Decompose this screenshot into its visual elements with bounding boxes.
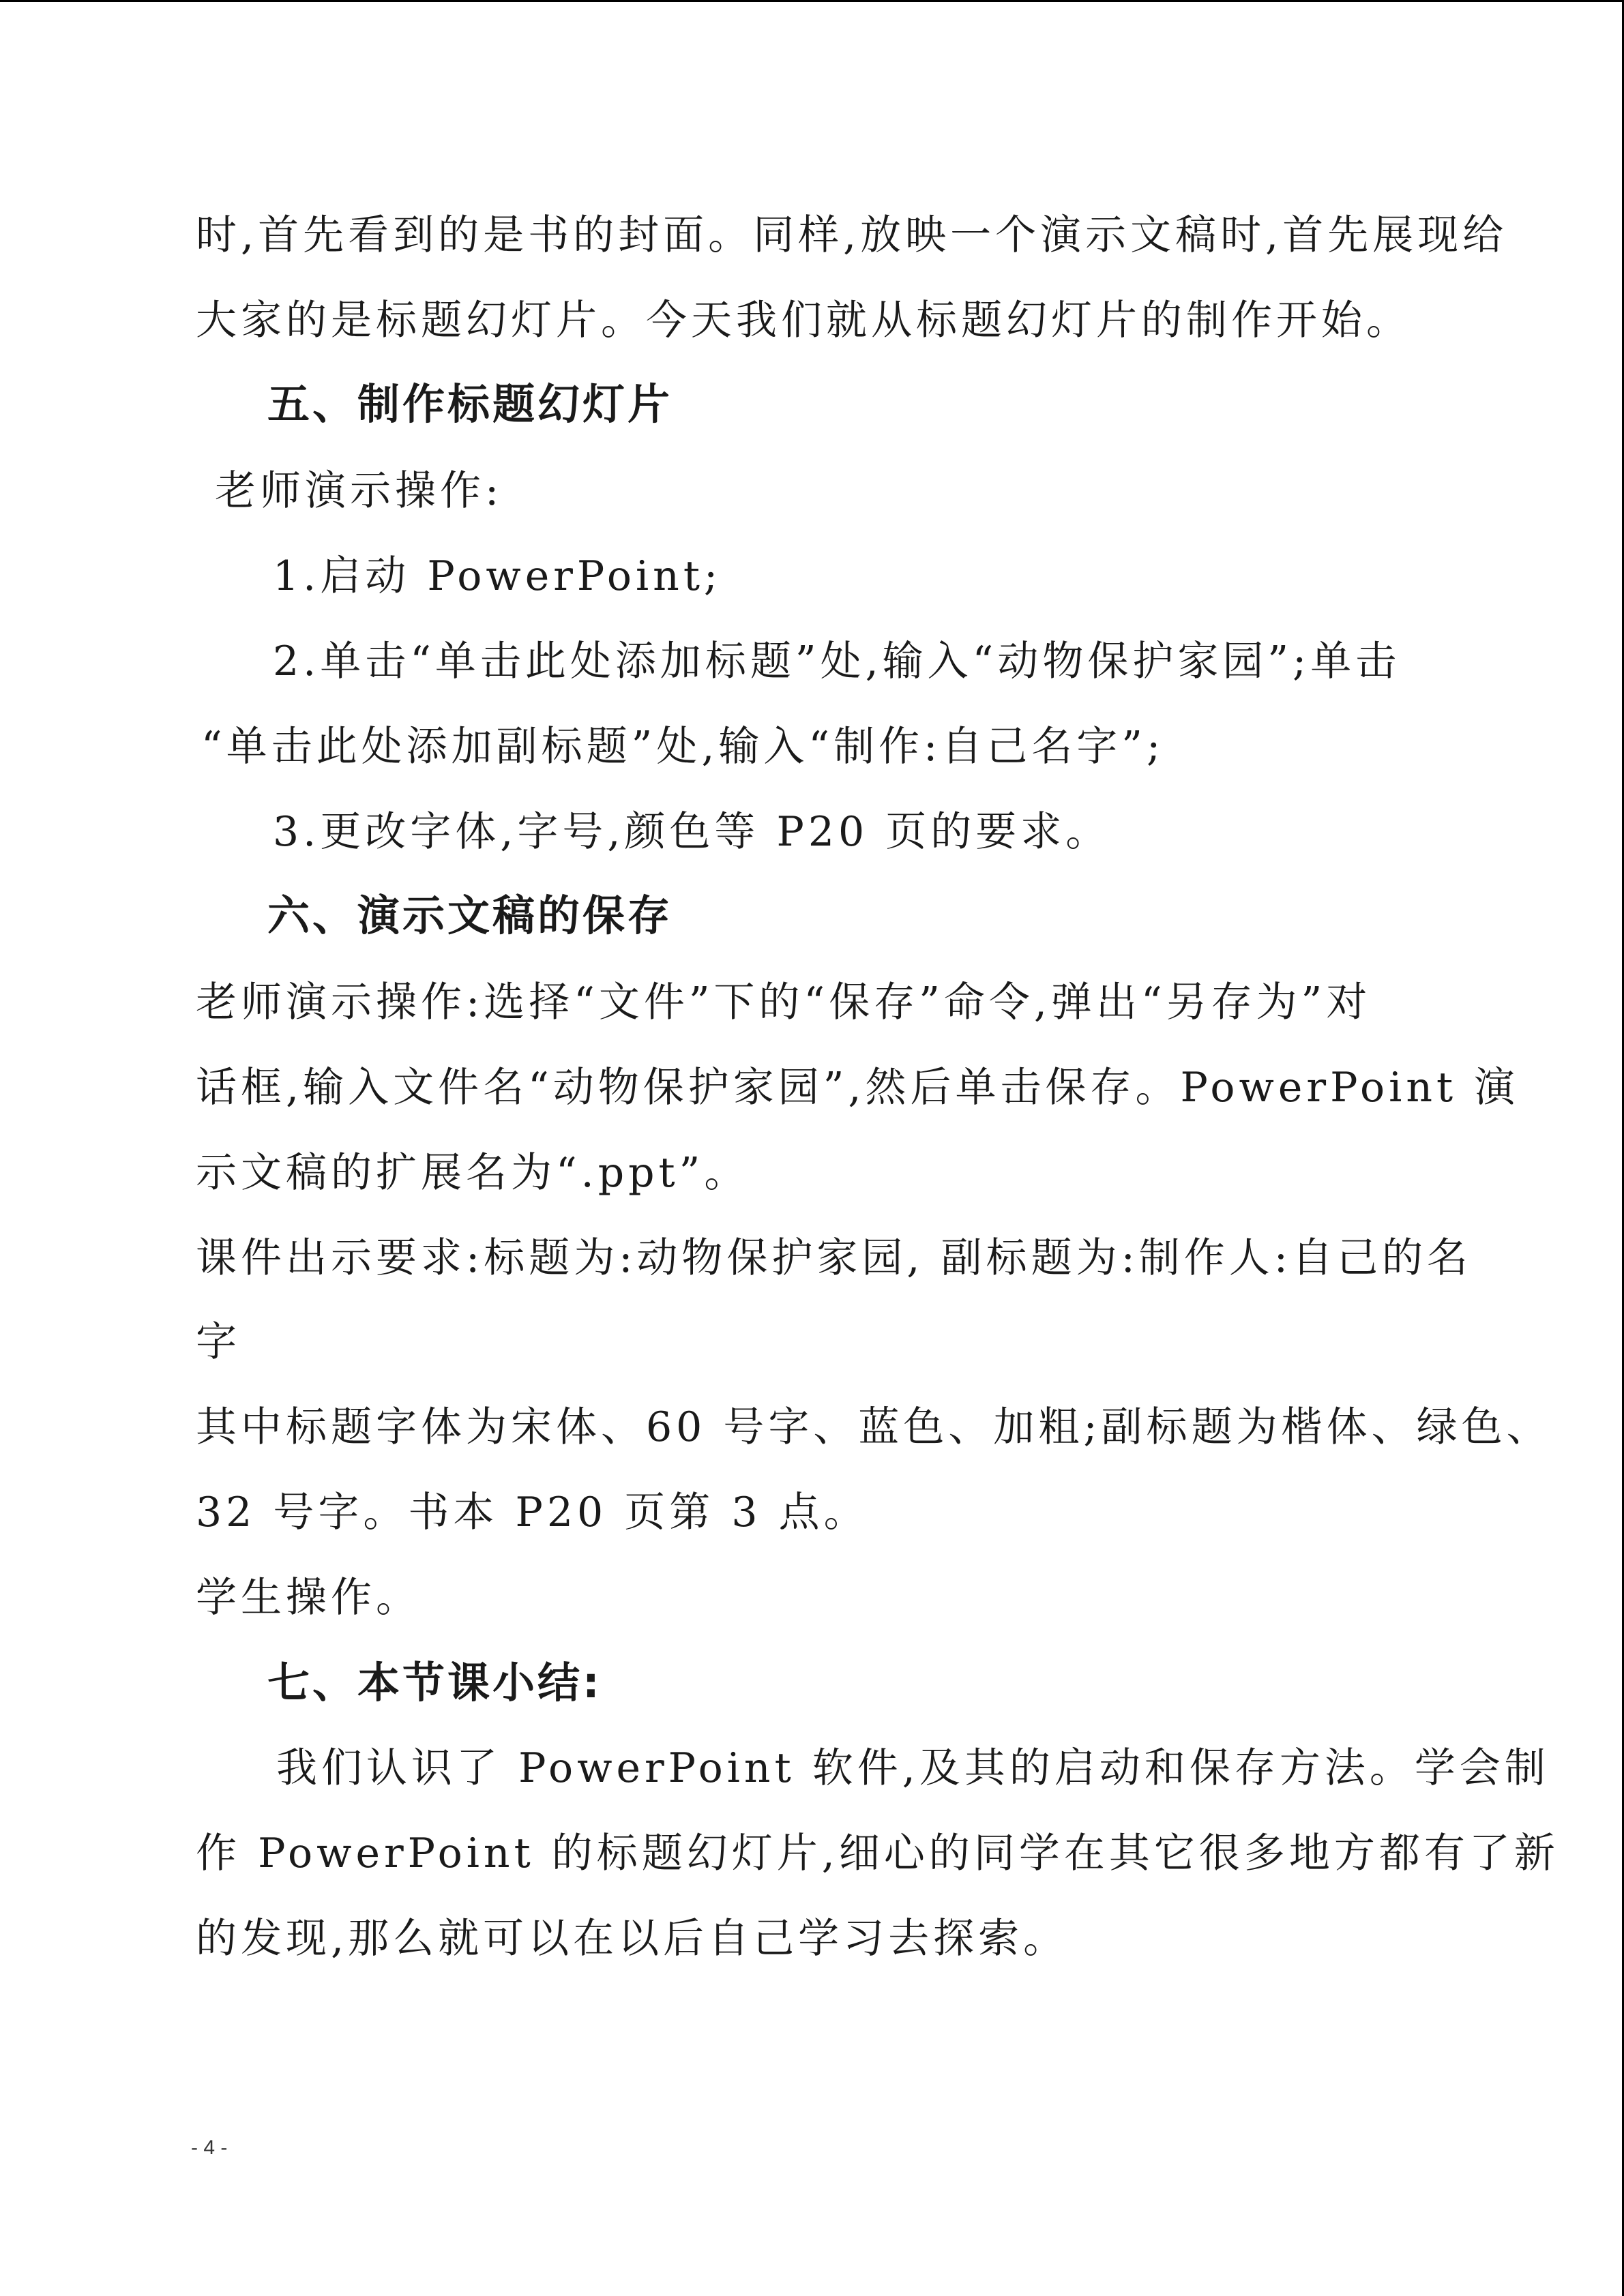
paragraph-line: 时,首先看到的是书的封面。同样,放映一个演示文稿时,首先展现给 (196, 211, 1508, 259)
paragraph-line: 老师演示操作: (215, 467, 503, 515)
paragraph-line: 示文稿的扩展名为“.ppt”。 (196, 1149, 750, 1197)
paragraph-line: 字 (196, 1318, 241, 1366)
paragraph-line: 话框,输入文件名“动物保护家园”,然后单击保存。PowerPoint 演 (196, 1064, 1520, 1112)
paragraph-line: 课件出示要求:标题为:动物保护家园, 副标题为:制作人:自己的名 (196, 1234, 1473, 1282)
step-1: 1.启动 PowerPoint; (273, 552, 722, 600)
paragraph-line: 大家的是标题幻灯片。今天我们就从标题幻灯片的制作开始。 (196, 297, 1411, 344)
paragraph-line: 32 号字。书本 P20 页第 3 点。 (196, 1489, 869, 1536)
paragraph-line: 老师演示操作:选择“文件”下的“保存”命令,弹出“另存为”对 (196, 979, 1372, 1026)
paragraph-line: 其中标题字体为宋体、60 号字、蓝色、加粗;副标题为楷体、绿色、 (196, 1403, 1552, 1451)
page-border-top (0, 0, 1624, 2)
section-heading-6: 六、演示文稿的保存 (267, 891, 673, 940)
paragraph-line: 学生操作。 (196, 1574, 421, 1622)
section-heading-7: 七、本节课小结: (267, 1658, 602, 1708)
step-3: 3.更改字体,字号,颜色等 P20 页的要求。 (273, 808, 1111, 856)
paragraph-line: 的发现,那么就可以在以后自己学习去探索。 (196, 1915, 1069, 1963)
paragraph-line: 作 PowerPoint 的标题幻灯片,细心的同学在其它很多地方都有了新 (196, 1830, 1559, 1877)
step-2-continued: “单击此处添加副标题”处,输入“制作:自己名字”; (201, 723, 1165, 771)
step-2: 2.单击“单击此处添加标题”处,输入“动物保护家园”;单击 (273, 638, 1401, 685)
paragraph-line: 我们认识了 PowerPoint 软件,及其的启动和保存方法。学会制 (276, 1744, 1550, 1792)
page-number: - 4 - (191, 2136, 228, 2159)
section-heading-5: 五、制作标题幻灯片 (267, 379, 673, 429)
